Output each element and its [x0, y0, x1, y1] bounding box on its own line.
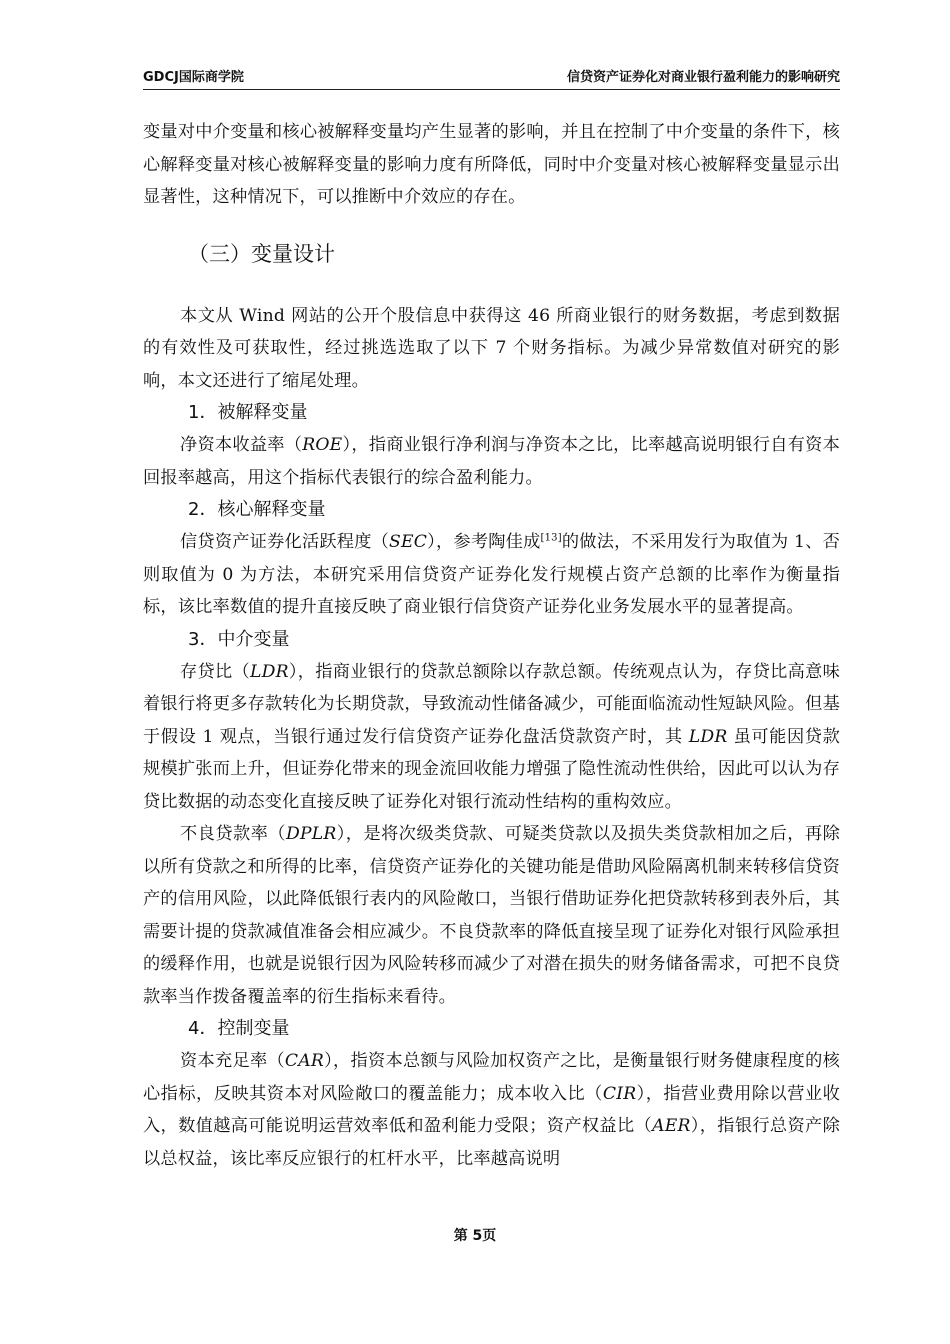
paragraph-sec: 信贷资产证券化活跃程度（SEC），参考陶佳成[13]的做法，不采用发行为取值为 1、否则取值为 0 为方法，本研究采用信贷资产证券化发行规模占资产总额的比率作为衡量指标，该比率数值的提升直接反映了商业银行信贷资产证券化业务发展水平的显著提高。	[143, 532, 840, 617]
subsection-title-dependent-variable: 1．被解释变量	[188, 402, 308, 423]
variable-dplr: DPLR	[285, 824, 337, 844]
variable-aer: AER	[652, 1116, 691, 1136]
page-body	[143, 116, 840, 1175]
page-header	[143, 64, 840, 88]
variable-car: CAR	[284, 1051, 325, 1071]
paragraph-dplr: 不良贷款率（DPLR），是将次级类贷款、可疑类贷款以及损失类贷款相加之后，再除以所有贷款之和所得的比率，信贷资产证券化的关键功能是借助风险隔离机制来转移信贷资产的信用风险，以此降低银行表内的风险敞口，当银行借助证券化把贷款转移到表外后，其需要计提的贷款减值准备会相应减少。不良贷款率的降低直接呈现了证券化对银行风险承担的缓释作用，也就是说银行因为风险转移而减少了对潜在损失的财务储备需求，可把不良贷款率当作拨备覆盖率的衍生指标来看待。	[143, 824, 841, 1007]
section-intro-paragraph: 本文从 Wind 网站的公开个股信息中获得这 46 所商业银行的财务数据，考虑到数据的有效性及可获取性，经过挑选选取了以下 7 个财务指标。为减少异常数值对研究的影响，本文还进行了缩尾处理。	[143, 305, 840, 391]
variable-roe: ROE	[302, 435, 343, 455]
citation-ref: [13]	[540, 532, 562, 544]
subsection-title-control-variables: 4．控制变量	[188, 1018, 290, 1039]
header-institution: GDCJ国际商学院	[143, 70, 244, 85]
variable-sec: SEC	[389, 532, 428, 552]
variable-cir: CIR	[602, 1083, 637, 1104]
subsection-title-mediator-variable: 3．中介变量	[188, 628, 290, 650]
intro-paragraph: 变量对中介变量和核心被解释变量均产生显著的影响，并且在控制了中介变量的条件下，核心解释变量对核心被解释变量的影响力度有所降低，同时中介变量对核心被解释变量显示出显著性，这种情况下，可以推断中介效应的存在。	[143, 122, 840, 207]
subsection-title-core-explanatory-variable: 2．核心解释变量	[188, 499, 326, 520]
paragraph-roe: 净资本收益率（ROE），指商业银行净利润与净资本之比，比率越高说明银行自有资本回报率越高，用这个指标代表银行的综合盈利能力。	[143, 435, 841, 488]
paragraph-controls: 资本充足率（CAR），指资本总额与风险加权资产之比，是衡量银行财务健康程度的核心指标，反映其资本对风险敞口的覆盖能力；成本收入比（CIR），指营业费用除以营业收入，数值越高可能说明运营效率低和盈利能力受限；资产权益比（AER），指银行总资产除以总权益，该比率反应银行的杠杆水平，比率越高说明	[143, 1051, 841, 1169]
variable-ldr-inline: LDR	[688, 726, 728, 747]
paragraph-ldr: 存贷比（LDR），指商业银行的贷款总额除以存款总额。传统观点认为，存贷比高意味着银行将更多存款转化为长期贷款，导致流动性储备减少，可能面临流动性短缺风险。但基于假设 1 观点，当银行通过发行信贷资产证券化盘活贷款资产时，其 LDR 虽可能因贷款规模扩张而上升，但证券化带来的现金流回收能力增强了隐性流动性供给，因此可以认为存贷比数据的动态变化直接反映了证券化对银行流动性结构的重构效应。	[143, 661, 840, 812]
section-title: （三）变量设计	[188, 241, 335, 266]
header-paper-title: 信贷资产证券化对商业银行盈利能力的影响研究	[566, 70, 840, 85]
header-divider	[143, 89, 840, 90]
variable-ldr: LDR	[249, 661, 289, 682]
page-number: 第 5页	[453, 1228, 497, 1244]
section-heading-wrapper	[143, 214, 840, 286]
